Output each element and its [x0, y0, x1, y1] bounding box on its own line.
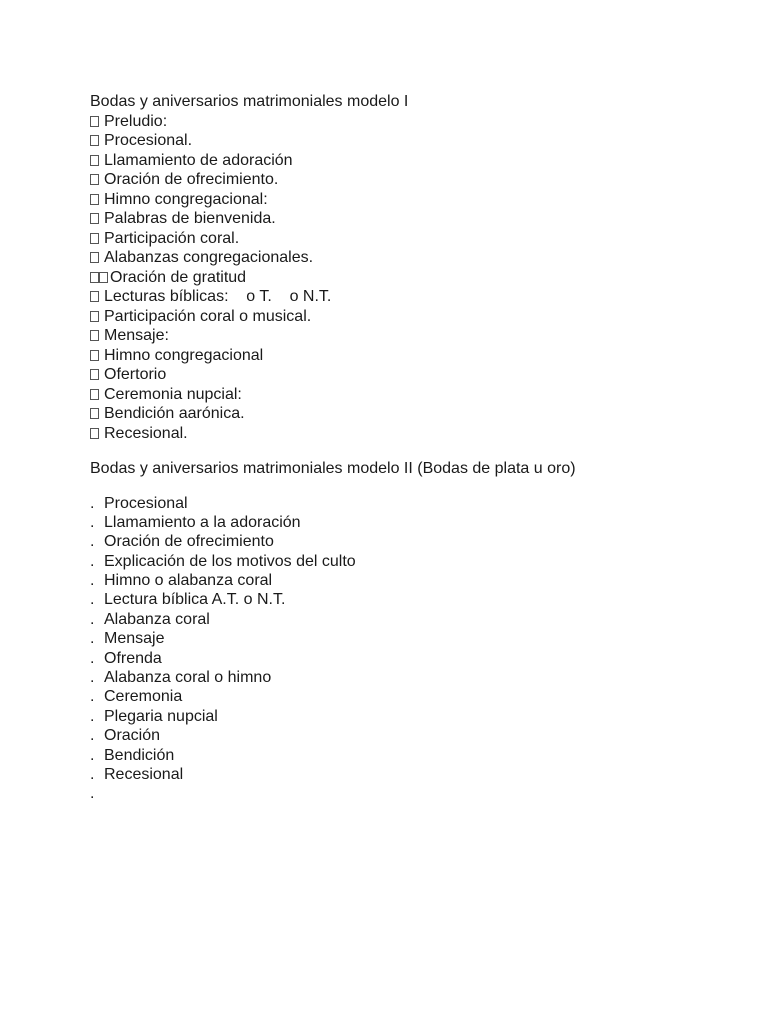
checkbox-placeholder-icon	[90, 116, 99, 127]
section-gap	[90, 443, 730, 459]
section-gap	[90, 479, 730, 494]
trailing-dot: .	[90, 785, 95, 803]
list-item: Bendición aarónica.	[90, 404, 730, 424]
checkbox-placeholder-icon	[90, 155, 99, 166]
list-item: Participación coral.	[90, 229, 730, 249]
checkbox-placeholder-icon	[90, 233, 99, 244]
list-item: Preludio:	[90, 112, 730, 132]
list-item: . Ofrenda	[90, 649, 162, 667]
list-item: . Recesional	[90, 765, 184, 783]
section2-title: Bodas y aniversarios matrimoniales modelo II (Bodas de plata u oro)	[90, 460, 576, 477]
list-item: . Ceremonia	[90, 688, 183, 706]
list-item: . Oración	[90, 727, 161, 745]
document-body	[90, 92, 730, 804]
checkbox-placeholder-icon	[90, 252, 99, 263]
checkbox-placeholder-icon	[90, 428, 99, 439]
list-item: Procesional.	[90, 131, 730, 151]
list-item: . Alabanza coral o himno	[90, 669, 272, 687]
checkbox-placeholder-icon	[90, 330, 99, 341]
list-item: Recesional.	[90, 424, 730, 444]
list-item: Lecturas bíblicas: o T. o N.T.	[90, 287, 730, 307]
checkbox-placeholder-icon	[90, 194, 99, 205]
list-item: . Lectura bíblica A.T. o N.T.	[90, 591, 286, 609]
list-item: . Oración de ofrecimiento	[90, 533, 274, 551]
checkbox-placeholder-icon	[90, 350, 99, 361]
list-item: Alabanzas congregacionales.	[90, 248, 730, 268]
list-item: . Llamamiento a la adoración	[90, 513, 301, 531]
checkbox-placeholder-icon	[90, 135, 99, 146]
list-item: . Alabanza coral	[90, 610, 210, 628]
list-item: Participación coral o musical.	[90, 307, 730, 327]
list-item: Himno congregacional	[90, 346, 730, 366]
checkbox-placeholder-icon	[90, 213, 99, 224]
checkbox-placeholder-icon	[90, 389, 99, 400]
section1-title: Bodas y aniversarios matrimoniales modelo I	[90, 93, 409, 110]
list-item: . Procesional	[90, 494, 188, 512]
checkbox-placeholder-icon	[99, 272, 108, 283]
checkbox-placeholder-icon	[90, 369, 99, 380]
list-item: . Bendición	[90, 746, 175, 764]
list-item: Ofertorio	[90, 365, 730, 385]
section1-list	[90, 112, 730, 444]
list-item: Oración de ofrecimiento.	[90, 170, 730, 190]
list-item: . Explicación de los motivos del culto	[90, 552, 356, 570]
section2-list	[90, 494, 730, 804]
list-item: Oración de gratitud	[90, 268, 730, 288]
checkbox-placeholder-icon	[90, 311, 99, 322]
checkbox-placeholder-icon	[90, 174, 99, 185]
list-item: Ceremonia nupcial:	[90, 385, 730, 405]
list-item: Himno congregacional:	[90, 190, 730, 210]
checkbox-placeholder-icon	[90, 408, 99, 419]
list-item: Llamamiento de adoración	[90, 151, 730, 171]
checkbox-placeholder-icon	[90, 272, 99, 283]
list-item: Palabras de bienvenida.	[90, 209, 730, 229]
list-item: . Himno o alabanza coral	[90, 572, 273, 590]
list-item: . Mensaje	[90, 630, 165, 648]
checkbox-placeholder-icon	[90, 291, 99, 302]
list-item: . Plegaria nupcial	[90, 707, 218, 725]
list-item: Mensaje:	[90, 326, 730, 346]
